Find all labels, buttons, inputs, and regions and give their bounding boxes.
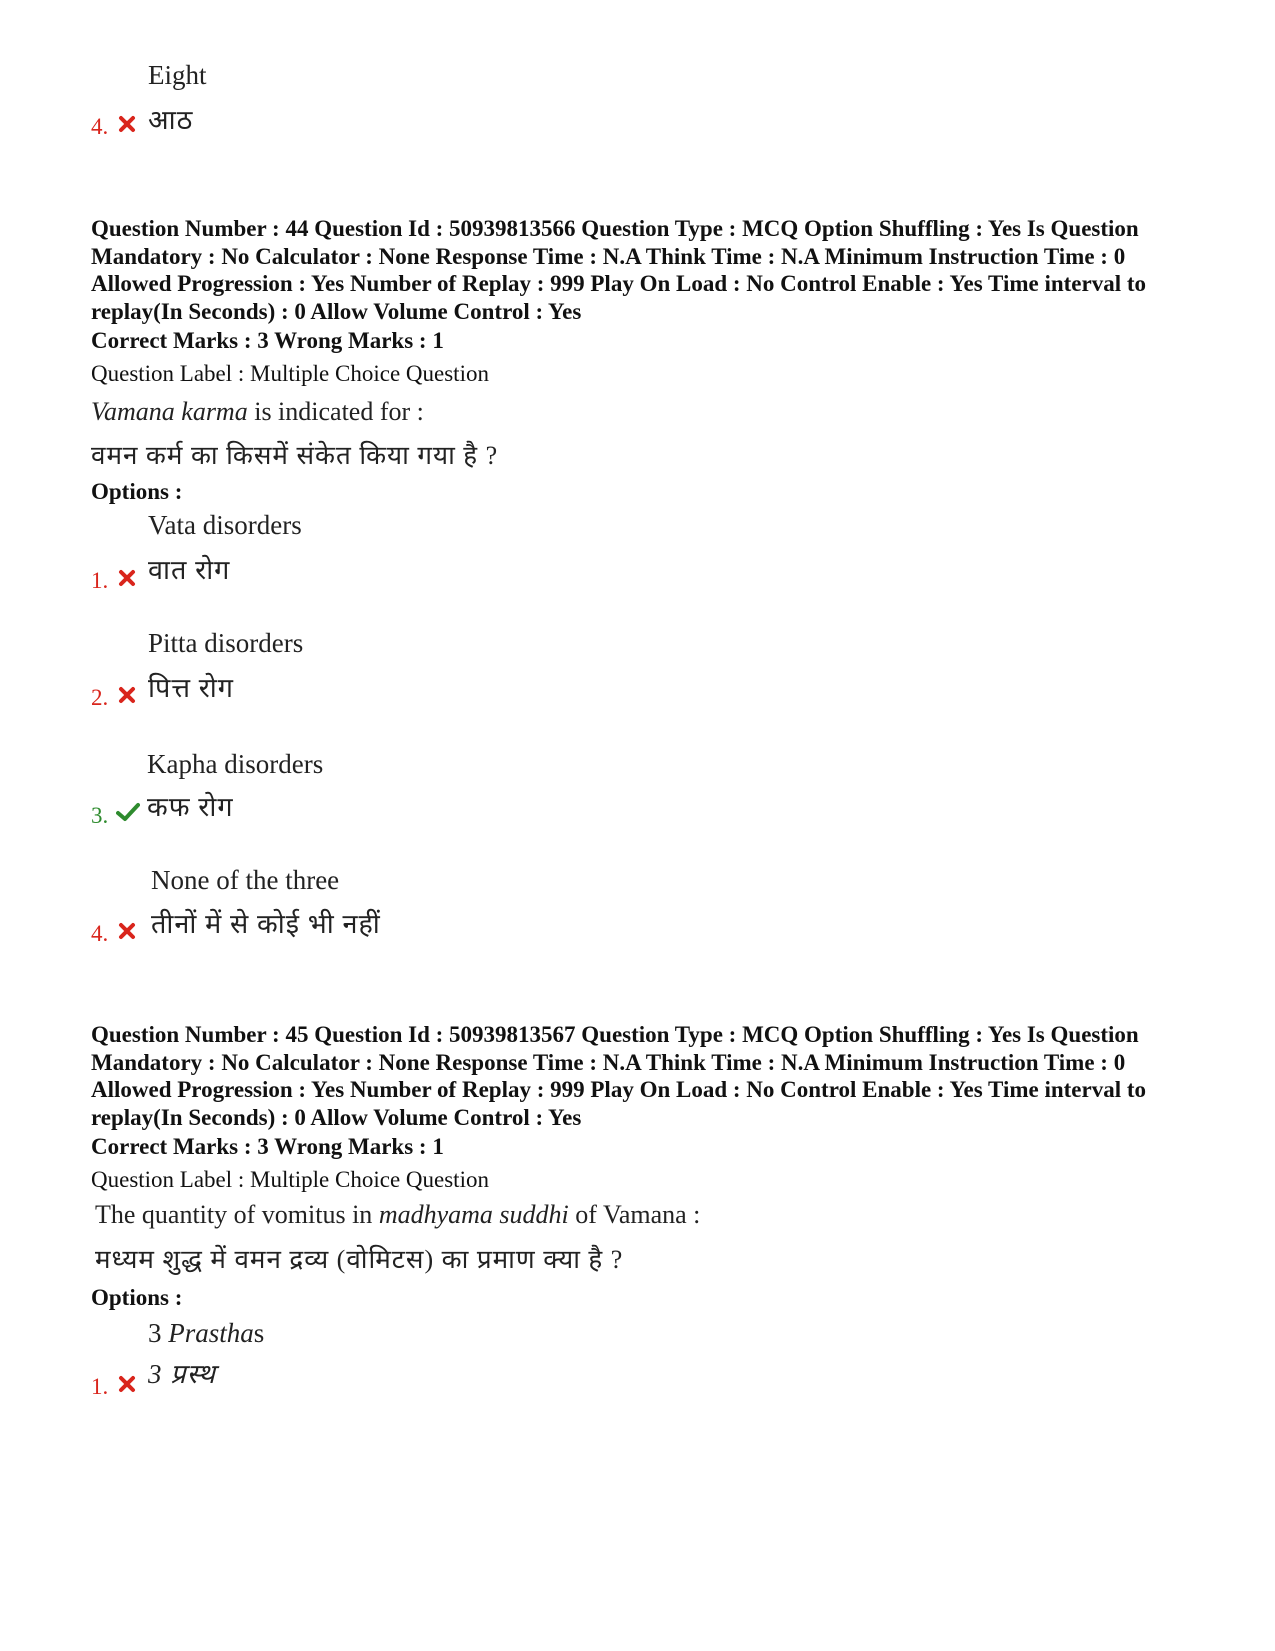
option-number: 1. xyxy=(91,1374,109,1399)
option-english xyxy=(148,1318,264,1349)
question-term: Vamana karma xyxy=(91,397,248,426)
question-text-hindi: वमन कर्म का किसमें संकेत किया गया है ? xyxy=(91,441,499,470)
question-label: Question Label : Multiple Choice Question xyxy=(91,361,489,386)
option-hindi: आठ xyxy=(148,105,194,135)
option-unit-suffix: s xyxy=(253,1318,265,1348)
option-english: Vata disorders xyxy=(148,510,302,540)
option-english: None of the three xyxy=(151,865,340,895)
option-hindi: वात रोग xyxy=(148,555,231,585)
question-meta: Question Number : 44 Question Id : 50939813566 Question Type : MCQ Option Shuffling : Yes Is Question Mandatory : No Calculator : None Response Time : N.A Think Time : N.A Minimum Instruction Time : 0 Allowed Progression : Yes Number of Replay : 999 Play On Load : No Control Enable : Yes Time interval to replay(In Seconds) : 0 Allow Volume Control : Yes xyxy=(91,216,1147,324)
options-heading: Options : xyxy=(91,479,183,504)
option-hindi: पित्त रोग xyxy=(148,673,234,703)
cross-icon xyxy=(118,922,136,945)
question-term: madhyama suddhi xyxy=(378,1200,569,1229)
question-text-rest: is indicated for : xyxy=(247,397,424,426)
option-number: 2. xyxy=(91,685,109,710)
cross-icon xyxy=(118,686,136,709)
option-hindi: तीनों में से कोई भी नहीं xyxy=(151,909,381,939)
option-english: Kapha disorders xyxy=(147,749,324,779)
question-text-end: of Vamana : xyxy=(568,1200,701,1229)
cross-icon xyxy=(118,569,136,592)
marks-line: Correct Marks : 3 Wrong Marks : 1 xyxy=(91,328,444,353)
option-english: Eight xyxy=(148,60,207,90)
option-hindi: 3 प्रस्थ xyxy=(148,1359,216,1389)
marks-line: Correct Marks : 3 Wrong Marks : 1 xyxy=(91,1134,444,1159)
check-icon xyxy=(116,802,140,827)
option-quantity: 3 xyxy=(148,1318,169,1348)
option-number: 1. xyxy=(91,568,109,593)
option-number: 4. xyxy=(91,114,109,139)
question-text-english xyxy=(95,1200,700,1230)
question-meta: Question Number : 45 Question Id : 50939813567 Question Type : MCQ Option Shuffling : Yes Is Question Mandatory : No Calculator : None Response Time : N.A Think Time : N.A Minimum Instruction Time : 0 Allowed Progression : Yes Number of Replay : 999 Play On Load : No Control Enable : Yes Time interval to replay(In Seconds) : 0 Allow Volume Control : Yes xyxy=(91,1022,1147,1130)
question-text-start: The quantity of vomitus in xyxy=(95,1200,379,1229)
cross-icon xyxy=(118,1375,136,1398)
question-label: Question Label : Multiple Choice Question xyxy=(91,1167,489,1192)
question-text-english xyxy=(91,397,424,427)
option-english: Pitta disorders xyxy=(148,628,304,658)
options-heading: Options : xyxy=(91,1285,183,1310)
option-hindi: कफ रोग xyxy=(147,792,234,822)
question-text-hindi: मध्यम शुद्ध में वमन द्रव्य (वोमिटस) का प्रमाण क्या है ? xyxy=(95,1245,624,1274)
option-number: 3. xyxy=(91,803,109,828)
option-unit: Prastha xyxy=(168,1318,254,1348)
option-number: 4. xyxy=(91,921,109,946)
cross-icon xyxy=(118,115,136,138)
